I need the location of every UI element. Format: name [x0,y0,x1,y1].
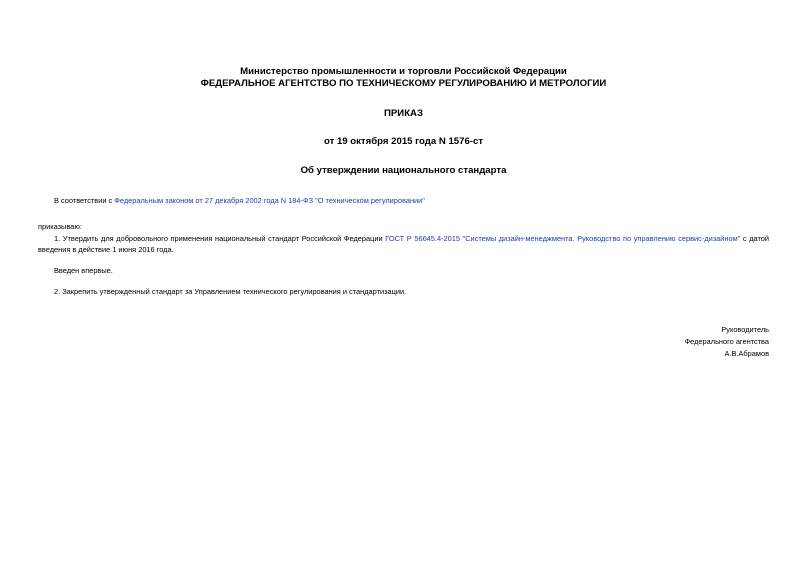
order-date-line: от 19 октября 2015 года N 1576-ст [323,136,484,147]
ministry-name: Министерство промышленности и торговли Российской Федерации [240,66,567,77]
document-page [38,66,769,360]
signature-organization: Федерального агентства [684,337,769,346]
agency-name: ФЕДЕРАЛЬНОЕ АГЕНТСТВО ПО ТЕХНИЧЕСКОМУ РЕГУЛИРОВАНИЮ И МЕТРОЛОГИИ [200,78,607,89]
basis-paragraph [38,195,769,206]
item-2-paragraph: 2. Закрепить утвержденный стандарт за Управлением технического регулирования и стандартизации. [54,287,407,296]
item-1-suffix: с датой введения в действие 1 июня 2016 года. [38,234,770,254]
item-1-paragraph [38,233,769,255]
document-header [38,66,769,90]
federal-law-link[interactable]: Федеральным законом от 27 декабря 2002 года N 184-ФЗ "О техническом регулировании" [114,196,425,205]
basis-prefix: В соответствии с [54,196,115,205]
intro-note: Введен впервые. [54,266,113,275]
signature-position: Руководитель [721,325,769,334]
order-subject: Об утверждении национального стандарта [300,165,507,176]
order-title: ПРИКАЗ [384,108,423,119]
item-1-prefix: 1. Утвердить для добровольного применения национальный стандарт Российской Федерации [54,234,386,243]
orders-word: приказываю: [38,222,82,231]
signature-name: А.В.Абрамов [724,349,769,358]
signature-block [38,324,769,360]
gost-standard-link[interactable]: ГОСТ Р 56645.4-2015 "Системы дизайн-менеджмента. Руководство по управлению сервис-дизайном" [385,234,741,243]
